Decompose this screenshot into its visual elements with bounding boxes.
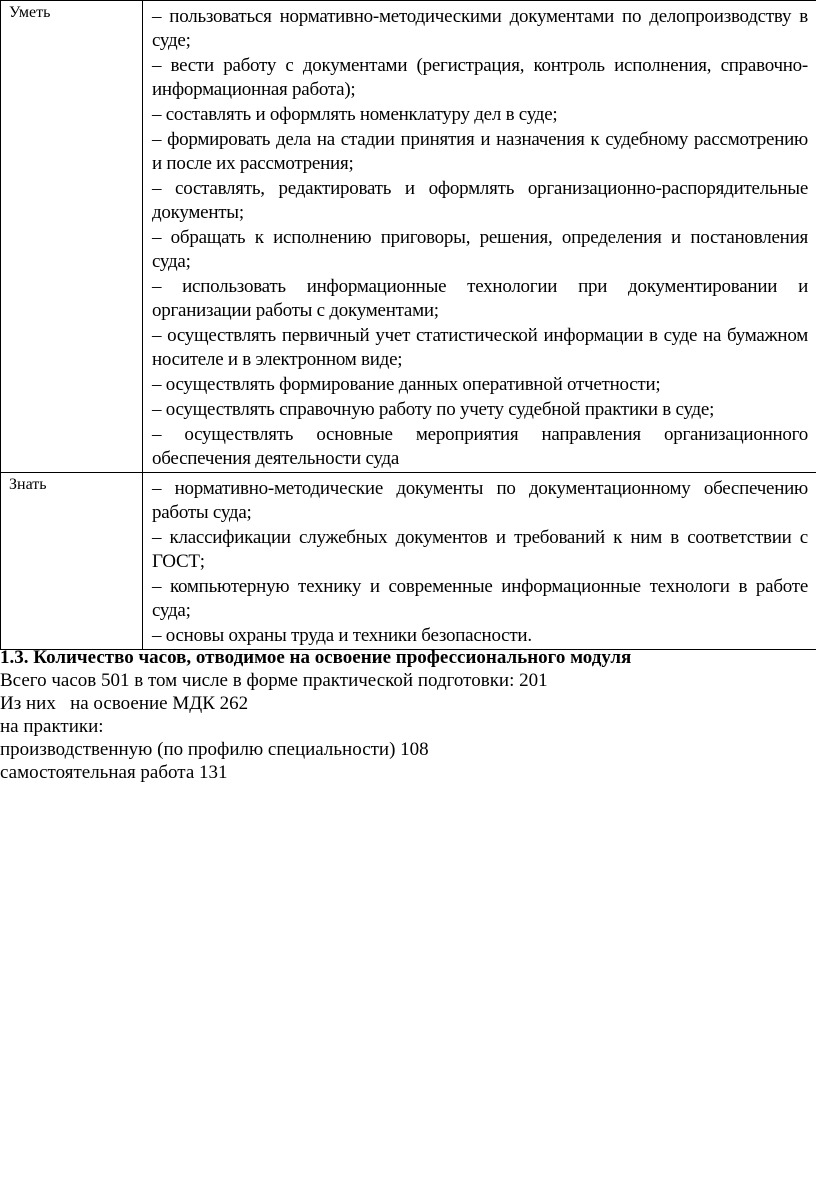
independent-work-line: самостоятельная работа 131 bbox=[0, 762, 228, 783]
list-item: – обращать к исполнению приговоры, решения, определения и постановления суда; bbox=[152, 227, 808, 272]
row-label-knowledge: Знать bbox=[1, 473, 143, 650]
list-item: – формировать дела на стадии принятия и назначения к судебному рассмотрению и после их рассмотрения; bbox=[152, 129, 808, 174]
list-item: – составлять, редактировать и оформлять организационно-распорядительные документы; bbox=[152, 178, 808, 223]
practice-label-line: на практики: bbox=[0, 716, 104, 737]
row-label-skills: Уметь bbox=[1, 1, 143, 473]
list-item: – вести работу с документами (регистрация, контроль исполнения, справочно-информационная работа); bbox=[152, 55, 808, 100]
section-heading: 1.3. Количество часов, отводимое на освоение профессионального модуля bbox=[0, 647, 632, 668]
list-item: – осуществлять основные мероприятия направления организационного обеспечения деятельности суда bbox=[152, 424, 808, 469]
list-item: – использовать информационные технологии при документировании и организации работы с документами; bbox=[152, 276, 808, 321]
list-item: – осуществлять первичный учет статистической информации в суде на бумажном носителе и в электронном виде; bbox=[152, 325, 808, 370]
hours-mdk-line: Из них на освоение МДК 262 bbox=[0, 693, 249, 714]
hours-section bbox=[0, 646, 816, 784]
knowledge-list bbox=[143, 473, 816, 650]
list-item: – компьютерную технику и современные информационные технологи в работе суда; bbox=[152, 576, 808, 621]
list-item: – основы охраны труда и техники безопасности. bbox=[152, 625, 532, 646]
table-row-skills bbox=[1, 1, 816, 473]
hours-total-line: Всего часов 501 в том числе в форме практической подготовки: 201 bbox=[0, 670, 548, 691]
list-item: – нормативно-методические документы по документационному обеспечению работы суда; bbox=[152, 478, 808, 523]
list-item: – осуществлять формирование данных оперативной отчетности; bbox=[152, 374, 661, 395]
list-item: – составлять и оформлять номенклатуру дел в суде; bbox=[152, 104, 558, 125]
list-item: – осуществлять справочную работу по учету судебной практики в суде; bbox=[152, 399, 715, 420]
skills-list bbox=[143, 1, 816, 473]
list-item: – пользоваться нормативно-методическими документами по делопроизводству в суде; bbox=[152, 6, 808, 51]
practice-production-line: производственную (по профилю специальности) 108 bbox=[0, 739, 429, 760]
list-item: – классификации служебных документов и требований к ним в соответствии с ГОСТ; bbox=[152, 527, 808, 572]
table-row-knowledge bbox=[1, 473, 816, 650]
